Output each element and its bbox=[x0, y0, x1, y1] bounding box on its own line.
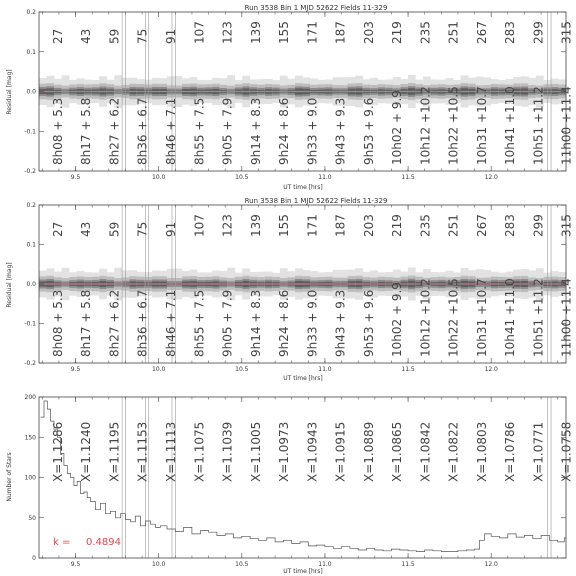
dec-value: +10.2 bbox=[418, 86, 433, 127]
ra-dec-label bbox=[277, 98, 291, 165]
ra-dec-label bbox=[107, 98, 121, 165]
ra-dec-label bbox=[503, 278, 517, 357]
ra-value: 10h12 bbox=[418, 318, 433, 357]
y-tick-label: 0.2 bbox=[26, 9, 36, 16]
x-tick-label: 12.0 bbox=[484, 366, 498, 373]
dec-value: + 8.3 bbox=[248, 97, 263, 135]
field-number-label: 107 bbox=[192, 214, 207, 237]
ra-dec-label bbox=[531, 86, 545, 165]
y-tick-label: 100 bbox=[24, 474, 36, 482]
dec-value: + 7.9 bbox=[220, 289, 235, 327]
airmass-label: X=1.1075 bbox=[192, 421, 207, 482]
ra-value: 10h02 bbox=[390, 318, 405, 357]
airmass-label: X=1.1005 bbox=[248, 421, 263, 482]
ra-value: 10h51 bbox=[531, 126, 546, 165]
ra-value: 10h22 bbox=[446, 318, 461, 357]
airmass-label: X=1.1153 bbox=[135, 421, 150, 482]
x-tick-label: 10.0 bbox=[152, 174, 166, 181]
x-tick-label: 11.0 bbox=[318, 561, 332, 568]
field-number-label: 235 bbox=[418, 21, 433, 44]
ra-dec-label bbox=[362, 290, 376, 357]
y-axis-label: Number of Stars bbox=[6, 452, 13, 502]
airmass-label: X=1.0915 bbox=[333, 421, 348, 482]
dec-value: +11.2 bbox=[531, 278, 546, 319]
airmass-label: X=1.0786 bbox=[503, 421, 518, 482]
y-tick-label: -0.2 bbox=[24, 360, 36, 367]
airmass-label: X=1.0943 bbox=[305, 421, 320, 482]
dec-value: + 9.3 bbox=[333, 97, 348, 135]
dec-value: + 5.8 bbox=[79, 97, 94, 135]
ra-dec-label bbox=[192, 290, 206, 357]
y-tick-label: 0.1 bbox=[26, 241, 36, 249]
field-number-label: 139 bbox=[248, 214, 263, 237]
ra-dec-label bbox=[79, 98, 93, 165]
field-number-label: 235 bbox=[418, 214, 433, 237]
airmass-label: X=1.1195 bbox=[107, 421, 122, 482]
y-tick-label: 0 bbox=[32, 555, 36, 562]
dec-value: +11.4 bbox=[559, 86, 574, 127]
field-number-label: 155 bbox=[277, 214, 292, 237]
ra-dec-label bbox=[305, 98, 319, 165]
dec-value: + 7.5 bbox=[192, 289, 207, 327]
ra-value: 10h31 bbox=[474, 318, 489, 357]
ra-value: 8h27 bbox=[107, 134, 122, 165]
dec-value: + 9.9 bbox=[390, 90, 405, 127]
dec-value: +10.5 bbox=[446, 278, 461, 319]
x-tick-label: 12.0 bbox=[484, 174, 498, 181]
y-axis-label: Residual [mag] bbox=[6, 69, 13, 115]
field-number-label: 75 bbox=[135, 28, 150, 44]
airmass-label: X=1.0803 bbox=[474, 421, 489, 482]
x-tick-label: 9.5 bbox=[70, 174, 81, 181]
dec-value: + 9.0 bbox=[305, 97, 320, 135]
dec-value: + 9.3 bbox=[333, 289, 348, 327]
dec-value: +10.5 bbox=[446, 86, 461, 127]
y-tick-label: 0.2 bbox=[26, 202, 36, 209]
airmass-label: X=1.0842 bbox=[418, 421, 433, 482]
dec-value: + 6.2 bbox=[107, 97, 122, 135]
ra-dec-label bbox=[164, 98, 178, 165]
field-number-label: 43 bbox=[79, 28, 94, 44]
ra-value: 8h36 bbox=[135, 134, 150, 165]
y-tick-label: 0.0 bbox=[26, 88, 36, 96]
ra-value: 9h33 bbox=[305, 134, 320, 165]
dec-value: +11.0 bbox=[503, 86, 518, 127]
dec-value: + 5.3 bbox=[50, 289, 65, 327]
ra-dec-label bbox=[418, 86, 432, 165]
residual-panel-top bbox=[6, 4, 574, 191]
field-number-label: 299 bbox=[531, 214, 546, 237]
ra-value: 10h02 bbox=[390, 126, 405, 165]
x-axis-label: UT time [hrs] bbox=[283, 375, 323, 382]
field-number-label: 27 bbox=[50, 28, 65, 44]
x-tick-label: 10.5 bbox=[235, 366, 249, 373]
ra-dec-label bbox=[418, 278, 432, 357]
ra-dec-label bbox=[503, 86, 517, 165]
x-tick-label: 11.5 bbox=[401, 366, 415, 373]
ra-dec-label bbox=[475, 278, 489, 357]
dec-value: +11.0 bbox=[503, 278, 518, 319]
dec-value: + 9.9 bbox=[390, 282, 405, 319]
dec-value: + 7.9 bbox=[220, 97, 235, 135]
x-tick-label: 10.0 bbox=[152, 366, 166, 373]
ra-value: 9h05 bbox=[220, 326, 235, 357]
field-number-label: 75 bbox=[135, 221, 150, 237]
ra-value: 9h53 bbox=[361, 134, 376, 165]
dec-value: + 9.0 bbox=[305, 289, 320, 327]
y-tick-label: 150 bbox=[24, 434, 36, 442]
field-number-label: 315 bbox=[559, 214, 574, 237]
dec-value: + 7.1 bbox=[163, 289, 178, 327]
airmass-label: X=1.1240 bbox=[79, 421, 94, 482]
ra-value: 11h00 bbox=[559, 126, 574, 165]
field-number-label: 283 bbox=[503, 21, 518, 44]
ra-value: 9h24 bbox=[277, 134, 292, 165]
x-tick-label: 9.5 bbox=[70, 561, 81, 568]
ra-value: 8h46 bbox=[163, 326, 178, 357]
ra-dec-label bbox=[249, 290, 263, 357]
ra-dec-label bbox=[221, 290, 235, 357]
field-number-label: 299 bbox=[531, 21, 546, 44]
field-number-label: 107 bbox=[192, 21, 207, 44]
ra-value: 10h12 bbox=[418, 126, 433, 165]
ra-value: 8h08 bbox=[50, 134, 65, 165]
ra-value: 10h41 bbox=[503, 318, 518, 357]
y-tick-label: -0.2 bbox=[24, 168, 36, 175]
ra-dec-label bbox=[164, 290, 178, 357]
ra-dec-label bbox=[334, 290, 348, 357]
field-number-label: 315 bbox=[559, 21, 574, 44]
y-tick-label: -0.1 bbox=[24, 320, 36, 328]
ra-dec-label bbox=[447, 86, 461, 165]
airmass-labels bbox=[51, 422, 574, 482]
ra-dec-label bbox=[390, 282, 404, 357]
x-tick-label: 12.0 bbox=[484, 561, 498, 568]
airmass-label: X=1.0758 bbox=[559, 421, 574, 482]
dec-value: +10.7 bbox=[474, 278, 489, 319]
dec-value: + 6.2 bbox=[107, 289, 122, 327]
ra-dec-label bbox=[249, 98, 263, 165]
field-number-label: 91 bbox=[163, 221, 178, 237]
airmass-label: X=1.0822 bbox=[446, 421, 461, 482]
ra-dec-label bbox=[51, 290, 65, 357]
field-number-label: 139 bbox=[248, 21, 263, 44]
ra-value: 8h55 bbox=[192, 326, 207, 357]
ra-dec-label bbox=[531, 278, 545, 357]
field-number-label: 123 bbox=[220, 214, 235, 237]
dec-value: + 9.6 bbox=[361, 289, 376, 327]
ra-dec-label bbox=[560, 278, 574, 357]
x-tick-label: 10.5 bbox=[235, 561, 249, 568]
ra-dec-label bbox=[192, 98, 206, 165]
field-number-label: 283 bbox=[503, 214, 518, 237]
field-number-label: 251 bbox=[446, 214, 461, 237]
ra-value: 8h55 bbox=[192, 134, 207, 165]
field-number-label: 267 bbox=[474, 214, 489, 237]
field-number-label: 59 bbox=[107, 221, 122, 237]
x-tick-label: 11.5 bbox=[401, 174, 415, 181]
x-tick-label: 10.5 bbox=[235, 174, 249, 181]
field-number-label: 187 bbox=[333, 21, 348, 44]
ra-value: 9h43 bbox=[333, 134, 348, 165]
field-number-label: 267 bbox=[474, 21, 489, 44]
panel-title: Run 3538 Bin 1 MJD 52622 Fields 11-329 bbox=[244, 4, 388, 12]
airmass-label: X=1.1113 bbox=[163, 421, 178, 482]
field-number-label: 251 bbox=[446, 21, 461, 44]
field-number-label: 27 bbox=[50, 221, 65, 237]
ra-dec-label bbox=[390, 90, 404, 165]
ra-value: 11h00 bbox=[559, 318, 574, 357]
dec-value: + 7.5 bbox=[192, 97, 207, 135]
dec-value: + 8.6 bbox=[277, 97, 292, 135]
ra-dec-label bbox=[221, 98, 235, 165]
ra-value: 9h53 bbox=[361, 326, 376, 357]
airmass-label: X=1.0865 bbox=[390, 421, 405, 482]
x-axis-label: UT time [hrs] bbox=[283, 568, 323, 575]
dec-value: + 5.3 bbox=[50, 97, 65, 135]
field-number-label: 171 bbox=[305, 214, 320, 237]
ra-dec-label bbox=[362, 98, 376, 165]
dec-value: +10.2 bbox=[418, 278, 433, 319]
field-number-label: 43 bbox=[79, 221, 94, 237]
ra-value: 9h24 bbox=[277, 326, 292, 357]
dec-value: + 5.8 bbox=[79, 289, 94, 327]
ra-value: 10h22 bbox=[446, 126, 461, 165]
ra-value: 9h43 bbox=[333, 326, 348, 357]
field-number-label: 203 bbox=[361, 21, 376, 44]
y-tick-label: 0.1 bbox=[26, 48, 36, 56]
x-tick-label: 10.0 bbox=[152, 561, 166, 568]
field-number-label: 91 bbox=[163, 28, 178, 44]
dec-value: + 6.7 bbox=[135, 289, 150, 327]
dec-value: +11.2 bbox=[531, 86, 546, 127]
ra-value: 9h14 bbox=[248, 134, 263, 165]
k-value: 0.4894 bbox=[86, 537, 121, 548]
ra-dec-label bbox=[334, 98, 348, 165]
dec-value: + 9.6 bbox=[361, 97, 376, 135]
airmass-label: X=1.0771 bbox=[531, 421, 546, 482]
field-number-label: 59 bbox=[107, 28, 122, 44]
dec-value: + 7.1 bbox=[163, 97, 178, 135]
y-tick-label: 200 bbox=[24, 394, 36, 401]
airmass-label: X=1.0973 bbox=[277, 421, 292, 482]
field-number-label: 187 bbox=[333, 214, 348, 237]
ra-dec-label bbox=[447, 278, 461, 357]
ra-value: 10h31 bbox=[474, 126, 489, 165]
ra-dec-label bbox=[136, 290, 150, 357]
ra-value: 8h08 bbox=[50, 326, 65, 357]
ra-dec-label bbox=[107, 290, 121, 357]
ra-value: 10h51 bbox=[531, 318, 546, 357]
field-number-label: 123 bbox=[220, 21, 235, 44]
k-label: k = bbox=[53, 537, 71, 548]
ra-value: 10h41 bbox=[503, 126, 518, 165]
star-count-panel bbox=[6, 394, 574, 575]
field-number-labels bbox=[51, 214, 574, 237]
y-axis-label: Residual [mag] bbox=[6, 262, 13, 308]
ra-value: 8h17 bbox=[79, 326, 94, 357]
ra-value: 9h33 bbox=[305, 326, 320, 357]
field-number-labels bbox=[51, 21, 574, 44]
ra-value: 8h36 bbox=[135, 326, 150, 357]
panel-title: Run 3538 Bin 1 MJD 52622 Fields 11-329 bbox=[244, 197, 388, 205]
ra-dec-label bbox=[277, 290, 291, 357]
field-number-label: 219 bbox=[390, 214, 405, 237]
y-tick-label: -0.1 bbox=[24, 128, 36, 136]
x-axis-label: UT time [hrs] bbox=[283, 184, 323, 191]
dec-value: + 8.6 bbox=[277, 289, 292, 327]
ra-dec-label bbox=[305, 290, 319, 357]
dec-value: + 8.3 bbox=[248, 289, 263, 327]
residual-panel-middle bbox=[6, 197, 574, 382]
field-number-label: 155 bbox=[277, 21, 292, 44]
ra-value: 8h46 bbox=[163, 134, 178, 165]
ra-dec-label bbox=[79, 290, 93, 357]
ra-dec-label bbox=[51, 98, 65, 165]
field-number-label: 203 bbox=[361, 214, 376, 237]
field-number-label: 219 bbox=[390, 21, 405, 44]
ra-value: 8h17 bbox=[79, 134, 94, 165]
ra-value: 9h05 bbox=[220, 134, 235, 165]
field-number-label: 171 bbox=[305, 21, 320, 44]
x-tick-label: 11.5 bbox=[401, 561, 415, 568]
airmass-label: X=1.0889 bbox=[361, 421, 376, 482]
ra-dec-label bbox=[475, 86, 489, 165]
x-tick-label: 11.0 bbox=[318, 366, 332, 373]
y-tick-label: 50 bbox=[28, 514, 36, 522]
dec-value: +11.4 bbox=[559, 278, 574, 319]
ra-dec-label bbox=[136, 98, 150, 165]
dec-value: + 6.7 bbox=[135, 97, 150, 135]
dec-value: +10.7 bbox=[474, 86, 489, 127]
x-tick-label: 9.5 bbox=[70, 366, 81, 373]
airmass-label: X=1.1286 bbox=[50, 421, 65, 482]
airmass-label: X=1.1039 bbox=[220, 421, 235, 482]
x-tick-label: 11.0 bbox=[318, 174, 332, 181]
y-tick-label: 0.0 bbox=[26, 281, 36, 288]
ra-dec-label bbox=[560, 86, 574, 165]
ra-value: 9h14 bbox=[248, 326, 263, 357]
ra-value: 8h27 bbox=[107, 326, 122, 357]
